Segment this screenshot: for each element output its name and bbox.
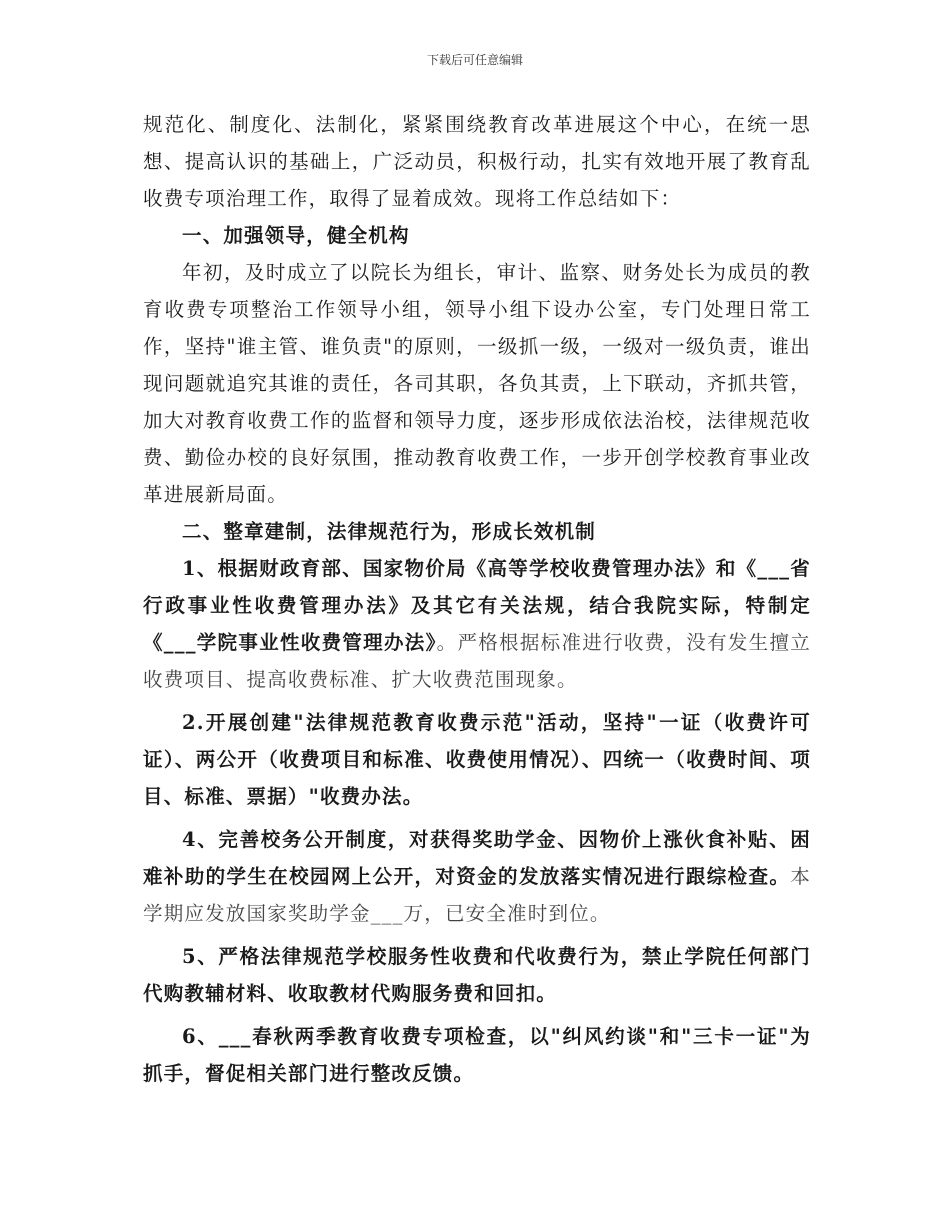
page-header-note: 下载后可任意编辑 [426, 53, 523, 67]
item-1-bold-text: 1、根据财政育部、国家物价局《高等学校收费管理办法》和《___省行政事业性收费管理办法》及其它有关法规，结合我院实际，特制定《___学院事业性收费管理办法》 [143, 557, 811, 654]
item-6-paragraph: 6、___春秋两季教育收费专项检查，以"纠风约谈"和"三卡一证"为抓手，督促相关部门进行整改反馈。 [143, 1025, 811, 1085]
item-1-paragraph [143, 550, 811, 698]
item-4-bold-text: 4、完善校务公开制度，对获得奖助学金、因物价上涨伙食补贴、困难补助的学生在校园网上公开，对资金的发放落实情况进行跟综检查。 [143, 828, 811, 888]
document-body [143, 106, 811, 1092]
section-heading-2: 二、整章建制，法律规范行为，形成长效机制 [182, 520, 597, 543]
section-heading-1: 一、加强领导，健全机构 [182, 224, 410, 247]
item-4-regular-text: 本学期应发放国家奖助学金___万，已安全准时到位。 [143, 865, 811, 925]
item-1-regular-text: 。严格根据标准进行收费，没有发生擅立收费项目、提高收费标准、扩大收费范围现象。 [143, 631, 811, 691]
item-4-paragraph [143, 821, 811, 932]
item-2-paragraph: 2.开展创建"法律规范教育收费示范"活动，坚持"一证（收费许可证）、两公开（收费项目和标准、收费使用情况）、四统一（收费时间、项目、标准、票据）"收费办法。 [143, 711, 811, 808]
section-1-paragraph: 年初，及时成立了以院长为组长，审计、监察、财务处长为成员的教育收费专项整治工作领导小组，领导小组下设办公室，专门处理日常工作，坚持"谁主管、谁负责"的原则，一级抓一级，一级对一级负责，谁出现问题就追究其谁的责任，各司其职，各负其责，上下联动，齐抓共管，加大对教育收费工作的监督和领导力度，逐步形成依法治校，法律规范收费、勤俭办校的良好氛围，推动教育收费工作，一步开创学校教育事业改革进展新局面。 [143, 261, 811, 506]
intro-paragraph: 规范化、制度化、法制化，紧紧围绕教育改革进展这个中心，在统一思想、提高认识的基础上，广泛动员，积极行动，扎实有效地开展了教育乱收费专项治理工作，取得了显着成效。现将工作总结如下： [143, 113, 811, 210]
item-5-paragraph: 5、严格法律规范学校服务性收费和代收费行为，禁止学院任何部门代购教辅材料、收取教材代购服务费和回扣。 [143, 945, 811, 1005]
